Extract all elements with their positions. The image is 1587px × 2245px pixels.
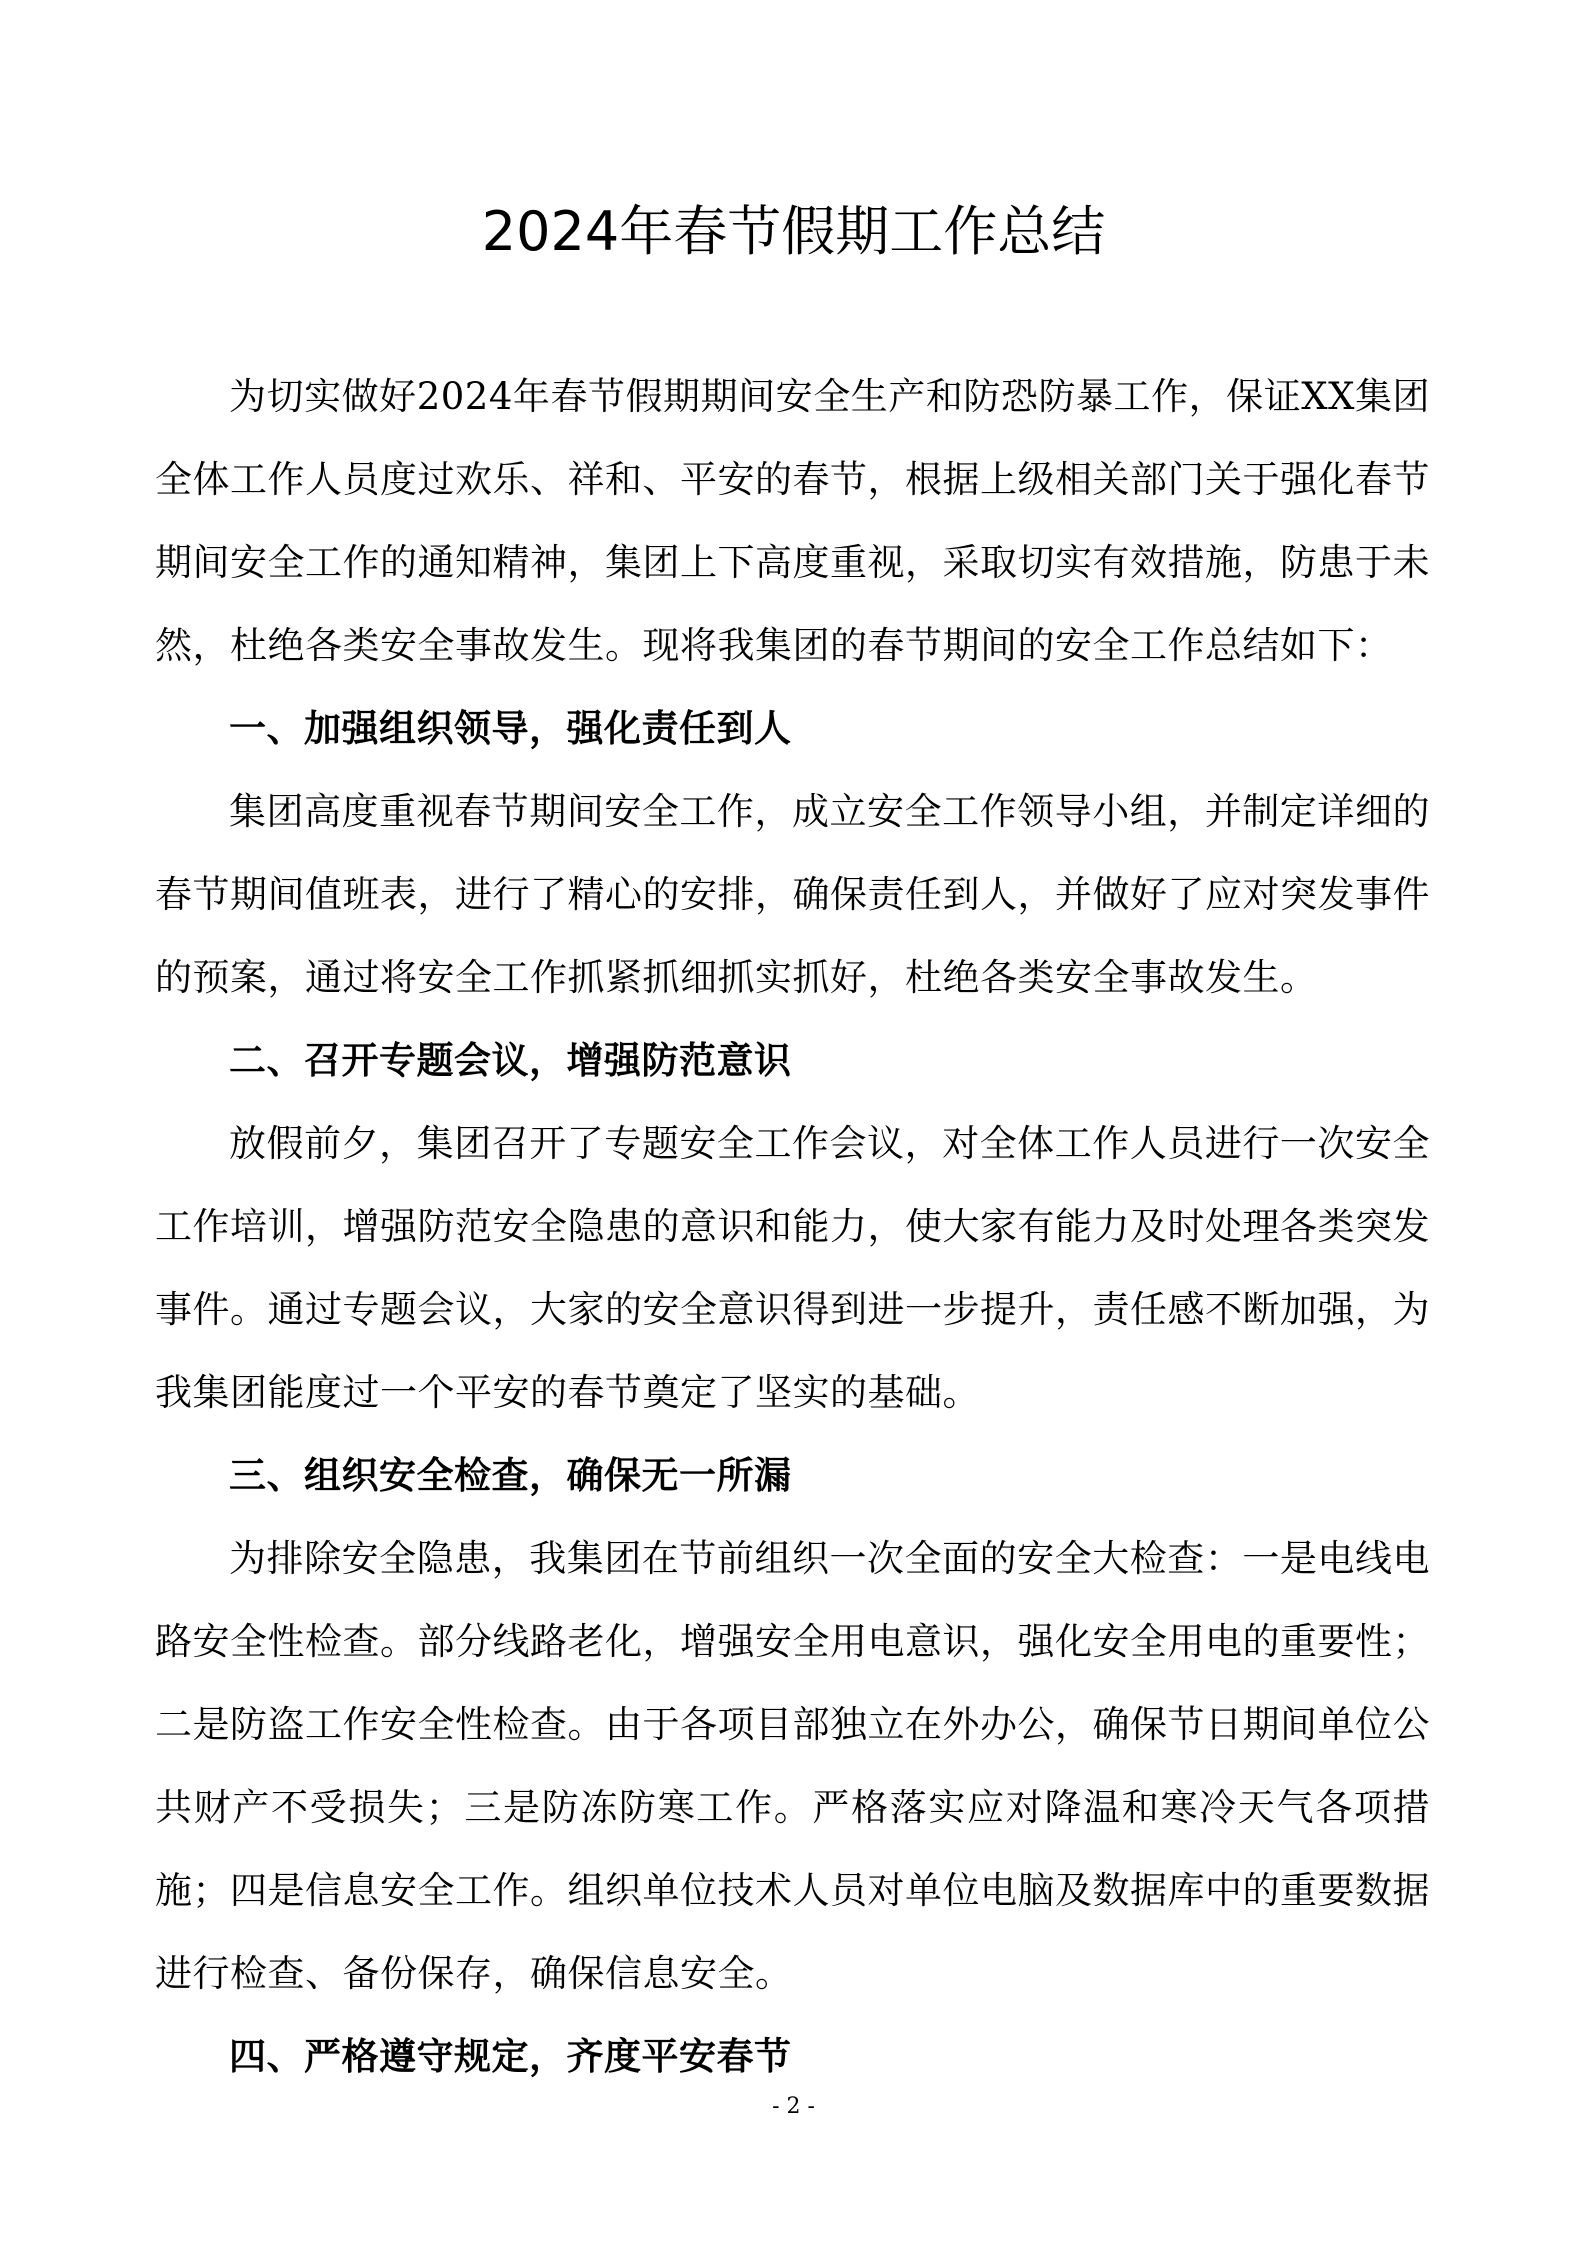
page-number: - 2 - xyxy=(772,2094,815,2119)
section-paragraph-3: 为排除安全隐患，我集团在节前组织一次全面的安全大检查：一是电线电路安全性检查。部分线路老化，增强安全用电意识，强化安全用电的重要性；二是防盗工作安全性检查。由于各项目部独立在外办公，确保节日期间单位公共财产不受损失；三是防冻防寒工作。严格落实应对降温和寒冷天气各项措施；四是信息安全工作。组织单位技术人员对单位电脑及数据库中的重要数据进行检查、备份保存，确保信息安全。 xyxy=(155,1537,1430,1995)
section-heading-1: 一、加强组织领导，强化责任到人 xyxy=(229,706,792,750)
intro-paragraph: 为切实做好2024年春节假期期间安全生产和防恐防暴工作，保证XX集团全体工作人员度过欢乐、祥和、平安的春节，根据上级相关部门关于强化春节期间安全工作的通知精神，集团上下高度重视，采取切实有效措施，防患于未然，杜绝各类安全事故发生。现将我集团的春节期间的安全工作总结如下： xyxy=(155,375,1430,667)
section-heading-4: 四、严格遵守规定，齐度平安春节 xyxy=(229,2034,792,2078)
document-title: 2024年春节假期工作总结 xyxy=(481,200,1106,263)
section-paragraph-1: 集团高度重视春节期间安全工作，成立安全工作领导小组，并制定详细的春节期间值班表，进行了精心的安排，确保责任到人，并做好了应对突发事件的预案，通过将安全工作抓紧抓细抓实抓好，杜绝各类安全事故发生。 xyxy=(155,790,1430,999)
section-paragraph-2: 放假前夕，集团召开了专题安全工作会议，对全体工作人员进行一次安全工作培训，增强防范安全隐患的意识和能力，使大家有能力及时处理各类突发事件。通过专题会议，大家的安全意识得到进一步提升，责任感不断加强，为我集团能度过一个平安的春节奠定了坚实的基础。 xyxy=(155,1122,1430,1414)
section-heading-2: 二、召开专题会议，增强防范意识 xyxy=(229,1038,792,1082)
section-heading-3: 三、组织安全检查，确保无一所漏 xyxy=(229,1453,792,1497)
document-body xyxy=(155,355,1430,2098)
